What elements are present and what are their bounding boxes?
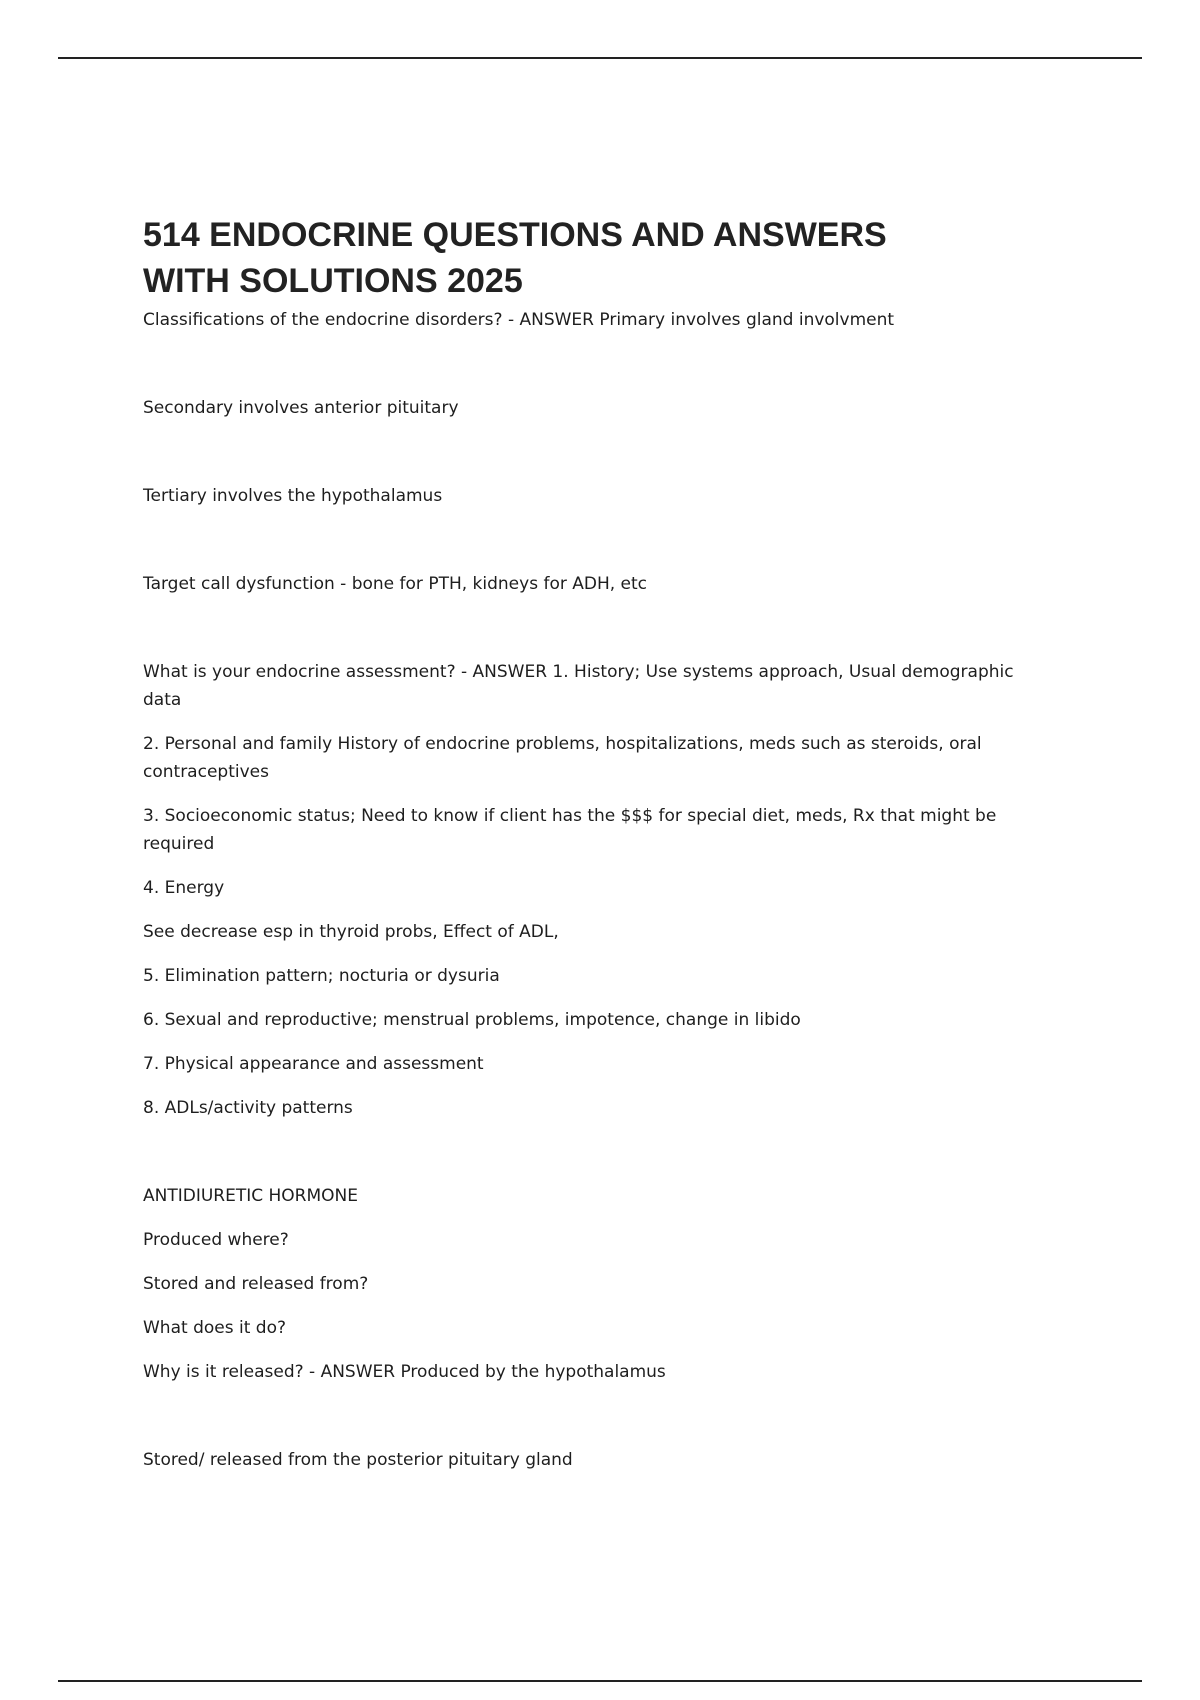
text-line: 8. ADLs/activity patterns <box>143 1098 353 1118</box>
title-line-2: WITH SOLUTIONS 2025 <box>143 262 523 300</box>
text-line: 5. Elimination pattern; nocturia or dysuria <box>143 966 500 986</box>
text-line: Target call dysfunction - bone for PTH, kidneys for ADH, etc <box>143 574 648 594</box>
text-line: Classifications of the endocrine disorders? - ANSWER Primary involves gland involvment <box>143 310 895 330</box>
text-line: 4. Energy <box>143 878 225 898</box>
bottom-divider <box>58 1680 1142 1682</box>
document-title <box>143 212 1053 304</box>
text-line: What does it do? <box>143 1318 286 1338</box>
text-line: Stored and released from? <box>143 1274 369 1294</box>
section-heading: ANTIDIURETIC HORMONE <box>143 1186 358 1206</box>
text-line: 2. Personal and family History of endocrine problems, hospitalizations, meds such as steroids, oral contraceptives <box>143 734 982 782</box>
text-line: See decrease esp in thyroid probs, Effect of ADL, <box>143 922 559 942</box>
text-line: Stored/ released from the posterior pituitary gland <box>143 1450 573 1470</box>
text-line: 7. Physical appearance and assessment <box>143 1054 484 1074</box>
text-line: Secondary involves anterior pituitary <box>143 398 459 418</box>
text-line: Produced where? <box>143 1230 289 1250</box>
top-divider <box>58 57 1142 59</box>
title-line-1: 514 ENDOCRINE QUESTIONS AND ANSWERS <box>143 216 887 254</box>
text-line: 6. Sexual and reproductive; menstrual problems, impotence, change in libido <box>143 1010 801 1030</box>
text-line: Why is it released? - ANSWER Produced by the hypothalamus <box>143 1362 666 1382</box>
text-line: What is your endocrine assessment? - ANSWER 1. History; Use systems approach, Usual demographic data <box>143 662 1014 710</box>
text-line: 3. Socioeconomic status; Need to know if client has the $$$ for special diet, meds, Rx that might be required <box>143 806 997 854</box>
text-line: Tertiary involves the hypothalamus <box>143 486 443 506</box>
document-body <box>143 212 1053 1474</box>
